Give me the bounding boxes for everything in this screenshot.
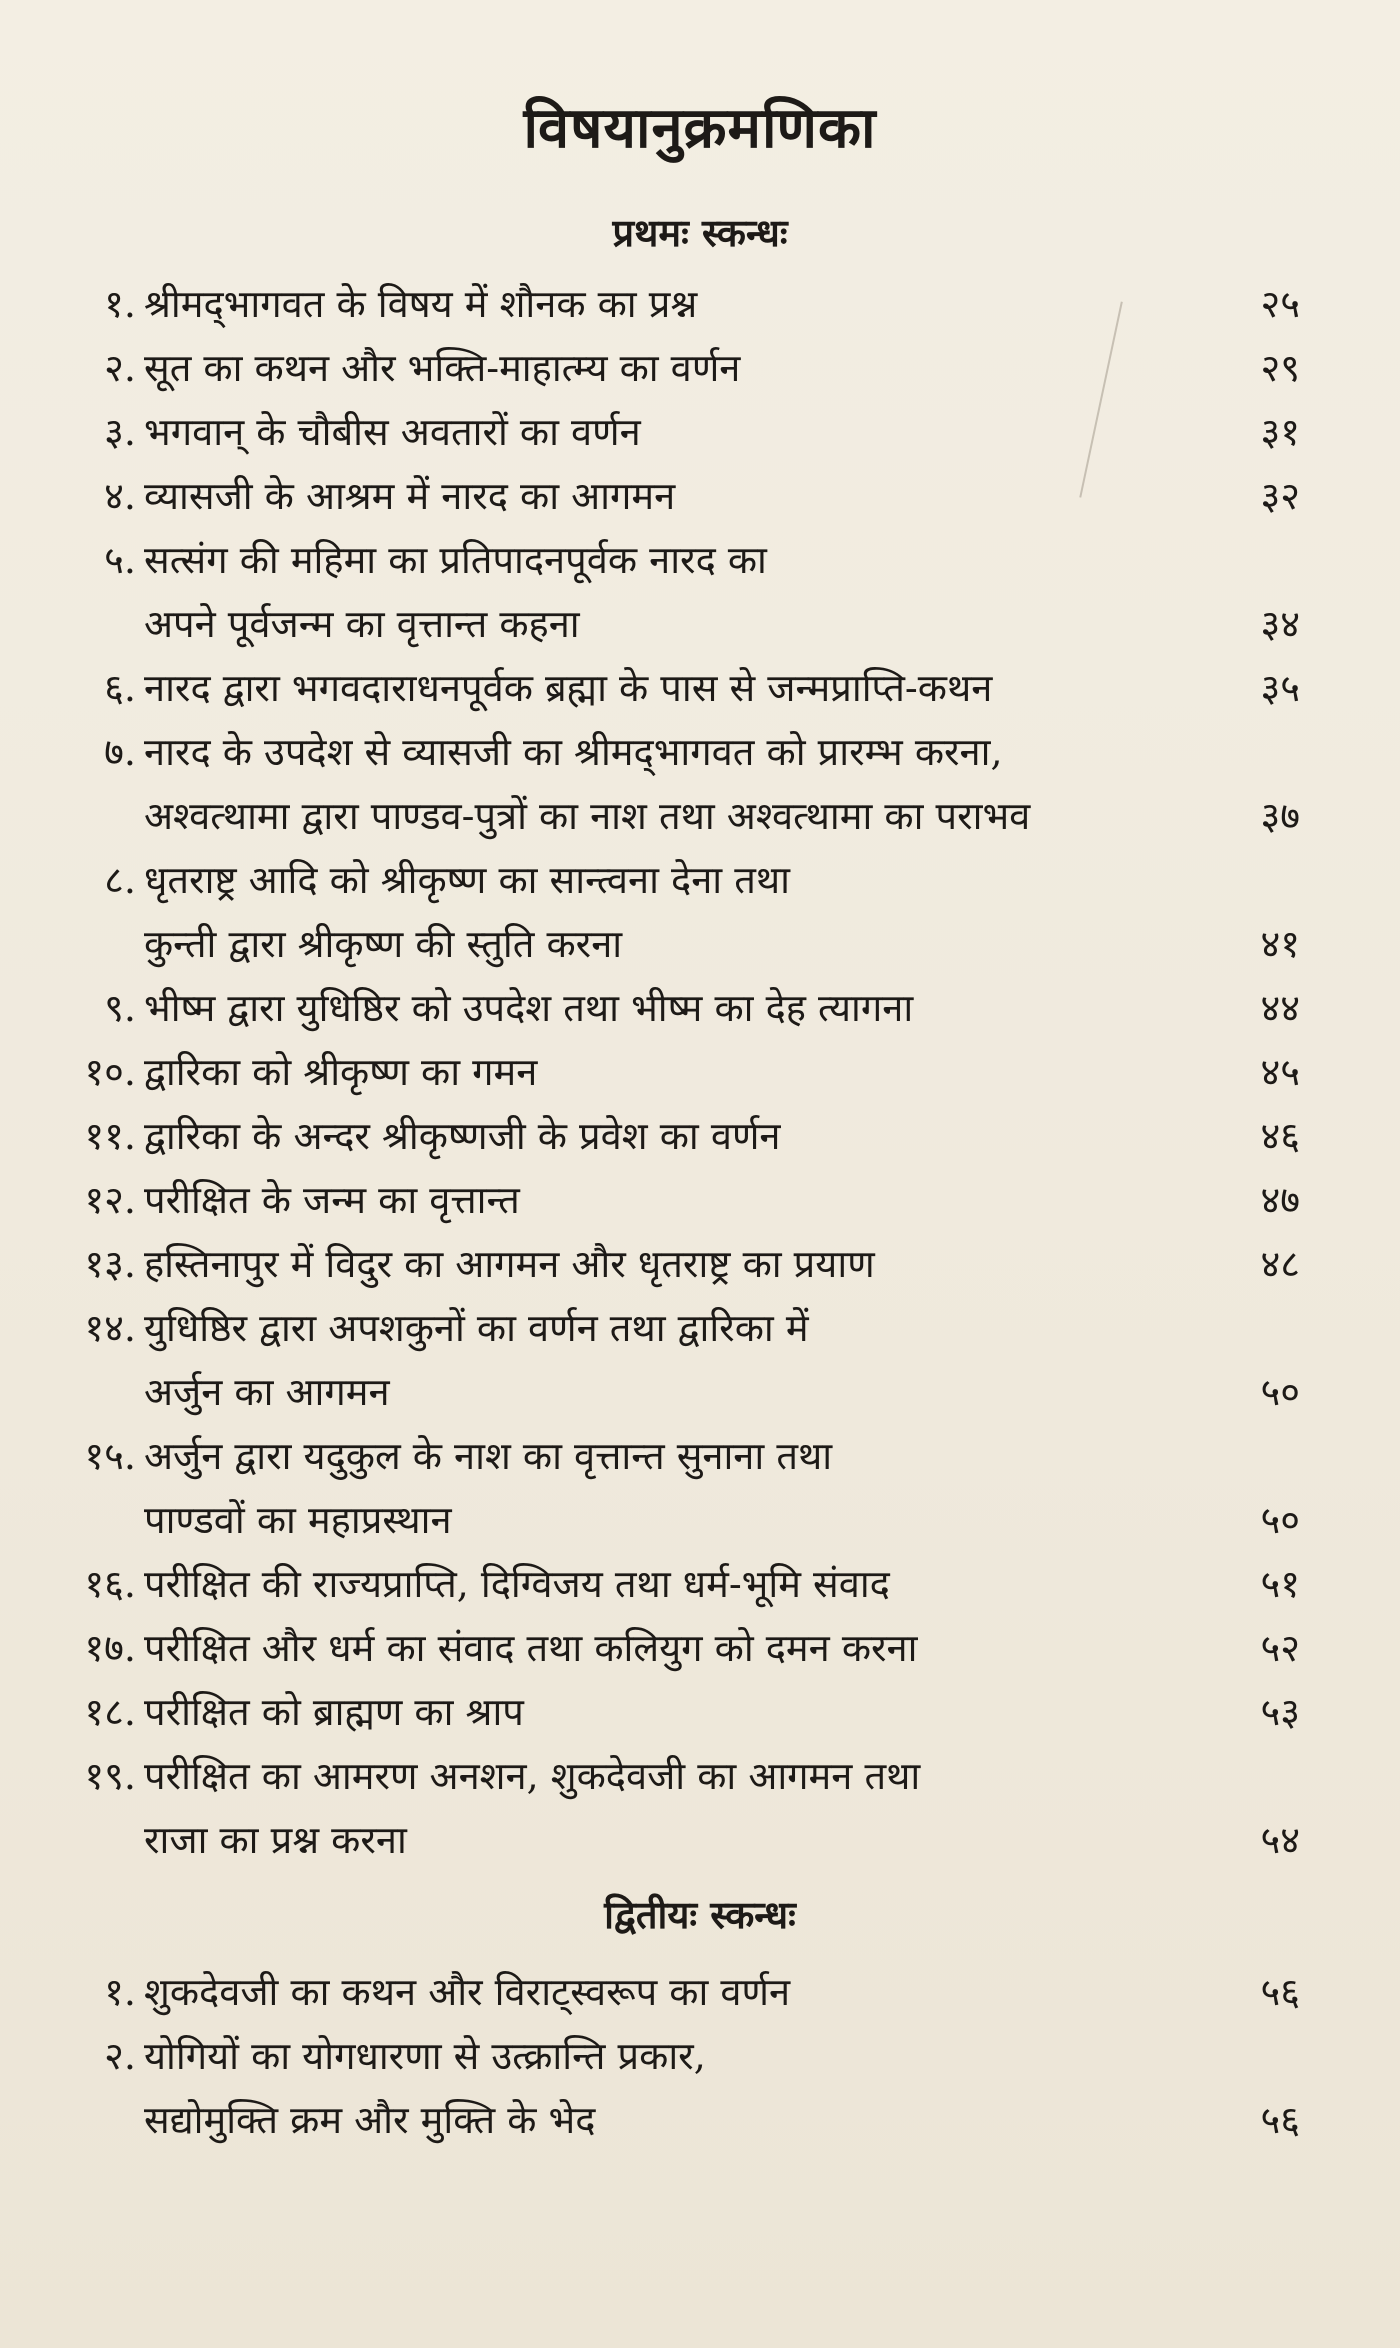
entry-title-line: भगवान् के चौबीस अवतारों का वर्णन [144,410,641,454]
entry-title-line: सद्योमुक्ति क्रम और मुक्ति के भेद [144,2098,596,2142]
entry-page-number: ४१ [1260,922,1300,966]
entry-page-number: ५६ [1260,1970,1300,2014]
entry-page-number: ३२ [1260,474,1300,518]
entry-page-number: ३५ [1260,666,1300,710]
entry-number: ७. [104,730,136,774]
entry-number: १२. [84,1178,136,1222]
toc-entry[interactable] [0,1552,1400,1616]
toc-entry[interactable] [0,400,1400,464]
entry-title [144,1680,1164,1744]
toc-entry[interactable] [0,1616,1400,1680]
entry-page-number: ५३ [1260,1690,1300,1734]
entry-title-line: अर्जुन द्वारा यदुकुल के नाश का वृत्तान्त सुनाना तथा [144,1434,833,1478]
entry-title-line: अपने पूर्वजन्म का वृत्तान्त कहना [144,602,580,646]
entry-number: १८. [84,1690,136,1734]
entry-title-line: युधिष्ठिर द्वारा अपशकुनों का वर्णन तथा द्वारिका में [144,1306,809,1350]
entry-page-number: ४५ [1260,1050,1300,1094]
entry-title-line: योगियों का योगधारणा से उत्क्रान्ति प्रकार, [144,2034,706,2078]
toc-entry[interactable] [0,656,1400,720]
entry-title [144,400,1164,464]
entry-title-line: द्वारिका को श्रीकृष्ण का गमन [144,1050,538,1094]
entry-number: ५. [104,538,136,582]
entry-number: ६. [104,666,136,710]
entry-title [144,1552,1164,1616]
entry-page-number: ५६ [1260,2098,1300,2142]
toc-entry[interactable] [0,1960,1400,2024]
toc-entry[interactable] [0,2024,1400,2152]
entry-page-number: ५१ [1260,1562,1300,1606]
entry-title-line: श्रीमद्‌भागवत के विषय में शौनक का प्रश्न [144,282,698,326]
entry-page-number: ३१ [1260,410,1300,454]
entry-title [144,1232,1164,1296]
entry-number: २. [104,346,136,390]
entry-title-line: हस्तिनापुर में विदुर का आगमन और धृतराष्ट्र का प्रयाण [144,1242,875,1286]
entry-number: ४. [104,474,136,518]
entry-number: १७. [84,1626,136,1670]
entry-title [144,528,1164,656]
entry-number: १०. [84,1050,136,1094]
entry-title-line: सूत का कथन और भक्ति-माहात्म्य का वर्णन [144,346,741,390]
toc-entry[interactable] [0,1232,1400,1296]
toc-entry[interactable] [0,848,1400,976]
entry-title-line: धृतराष्ट्र आदि को श्रीकृष्ण का सान्त्वना देना तथा [144,858,791,902]
entry-title [144,1616,1164,1680]
entry-title-line: सत्संग की महिमा का प्रतिपादनपूर्वक नारद का [144,538,767,582]
entry-title [144,464,1164,528]
entry-title [144,1424,1164,1552]
toc-entry[interactable] [0,528,1400,656]
toc-entry[interactable] [0,976,1400,1040]
entry-title-line: परीक्षित और धर्म का संवाद तथा कलियुग को दमन करना [144,1626,918,1670]
toc-entry[interactable] [0,720,1400,848]
entry-title [144,720,1164,848]
entry-title-line: द्वारिका के अन्दर श्रीकृष्णजी के प्रवेश का वर्णन [144,1114,781,1158]
entry-page-number: ५० [1260,1498,1300,1542]
toc-entry[interactable] [0,336,1400,400]
entry-number: २. [104,2034,136,2078]
entry-title-line: अश्वत्थामा द्वारा पाण्डव-पुत्रों का नाश तथा अश्वत्थामा का पराभव [144,794,1031,838]
entry-title-line: परीक्षित की राज्यप्राप्ति, दिग्विजय तथा धर्म-भूमि संवाद [144,1562,890,1606]
entry-title [144,336,1164,400]
entry-title-line: राजा का प्रश्न करना [144,1818,407,1862]
entry-title [144,1040,1164,1104]
toc-entry[interactable] [0,1424,1400,1552]
entry-title-line: नारद द्वारा भगवदाराधनपूर्वक ब्रह्मा के पास से जन्मप्राप्ति-कथन [144,666,993,710]
entry-page-number: ४६ [1260,1114,1300,1158]
toc-entry[interactable] [0,1296,1400,1424]
entry-page-number: ५२ [1260,1626,1300,1670]
toc-entry[interactable] [0,1104,1400,1168]
toc-entry[interactable] [0,1744,1400,1872]
entry-title-line: व्यासजी के आश्रम में नारद का आगमन [144,474,676,518]
entry-title-line: नारद के उपदेश से व्यासजी का श्रीमद्‌भागवत को प्रारम्भ करना, [144,730,1003,774]
entry-number: १५. [84,1434,136,1478]
entry-page-number: २५ [1260,282,1300,326]
entry-page-number: ४८ [1260,1242,1300,1286]
entry-page-number: २९ [1260,346,1300,390]
entry-page-number: ५० [1260,1370,1300,1414]
toc-entry[interactable] [0,272,1400,336]
entry-number: १. [104,282,136,326]
entry-title-line: परीक्षित को ब्राह्मण का श्राप [144,1690,524,1734]
entry-title [144,1960,1164,2024]
entry-title [144,272,1164,336]
entry-title [144,976,1164,1040]
entry-title [144,656,1164,720]
entry-number: ९. [104,986,136,1030]
toc-entry[interactable] [0,1168,1400,1232]
entry-title-line: परीक्षित का आमरण अनशन, शुकदेवजी का आगमन तथा [144,1754,921,1798]
entry-page-number: ३४ [1260,602,1300,646]
toc-entry[interactable] [0,1040,1400,1104]
entry-page-number: ३७ [1260,794,1300,838]
section-heading: द्वितीयः स्कन्धः [604,1892,796,1937]
entry-number: १६. [84,1562,136,1606]
entry-title [144,1744,1164,1872]
entry-title [144,848,1164,976]
entry-number: ११. [84,1114,136,1158]
entry-number: ३. [104,410,136,454]
entry-page-number: ४४ [1260,986,1300,1030]
section-heading: प्रथमः स्कन्धः [612,210,788,255]
entry-title-line: अर्जुन का आगमन [144,1370,390,1414]
entry-title [144,2024,1164,2152]
entry-title [144,1104,1164,1168]
toc-entry[interactable] [0,1680,1400,1744]
entry-number: १४. [84,1306,136,1350]
entry-title-line: परीक्षित के जन्म का वृत्तान्त [144,1178,520,1222]
entry-title-line: भीष्म द्वारा युधिष्ठिर को उपदेश तथा भीष्म का देह त्यागना [144,986,914,1030]
entry-number: १९. [84,1754,136,1798]
entry-title-line: शुकदेवजी का कथन और विराट्स्वरूप का वर्णन [144,1970,791,2014]
entry-page-number: ४७ [1260,1178,1300,1222]
entry-page-number: ५४ [1260,1818,1300,1862]
entry-number: १३. [84,1242,136,1286]
toc-entry[interactable] [0,464,1400,528]
entry-number: ८. [104,858,136,902]
entry-number: १. [104,1970,136,2014]
page-title: विषयानुक्रमणिका [523,95,877,161]
entry-title [144,1168,1164,1232]
entry-title-line: पाण्डवों का महाप्रस्थान [144,1498,452,1542]
entry-title-line: कुन्ती द्वारा श्रीकृष्ण की स्तुति करना [144,922,623,966]
entry-title [144,1296,1164,1424]
